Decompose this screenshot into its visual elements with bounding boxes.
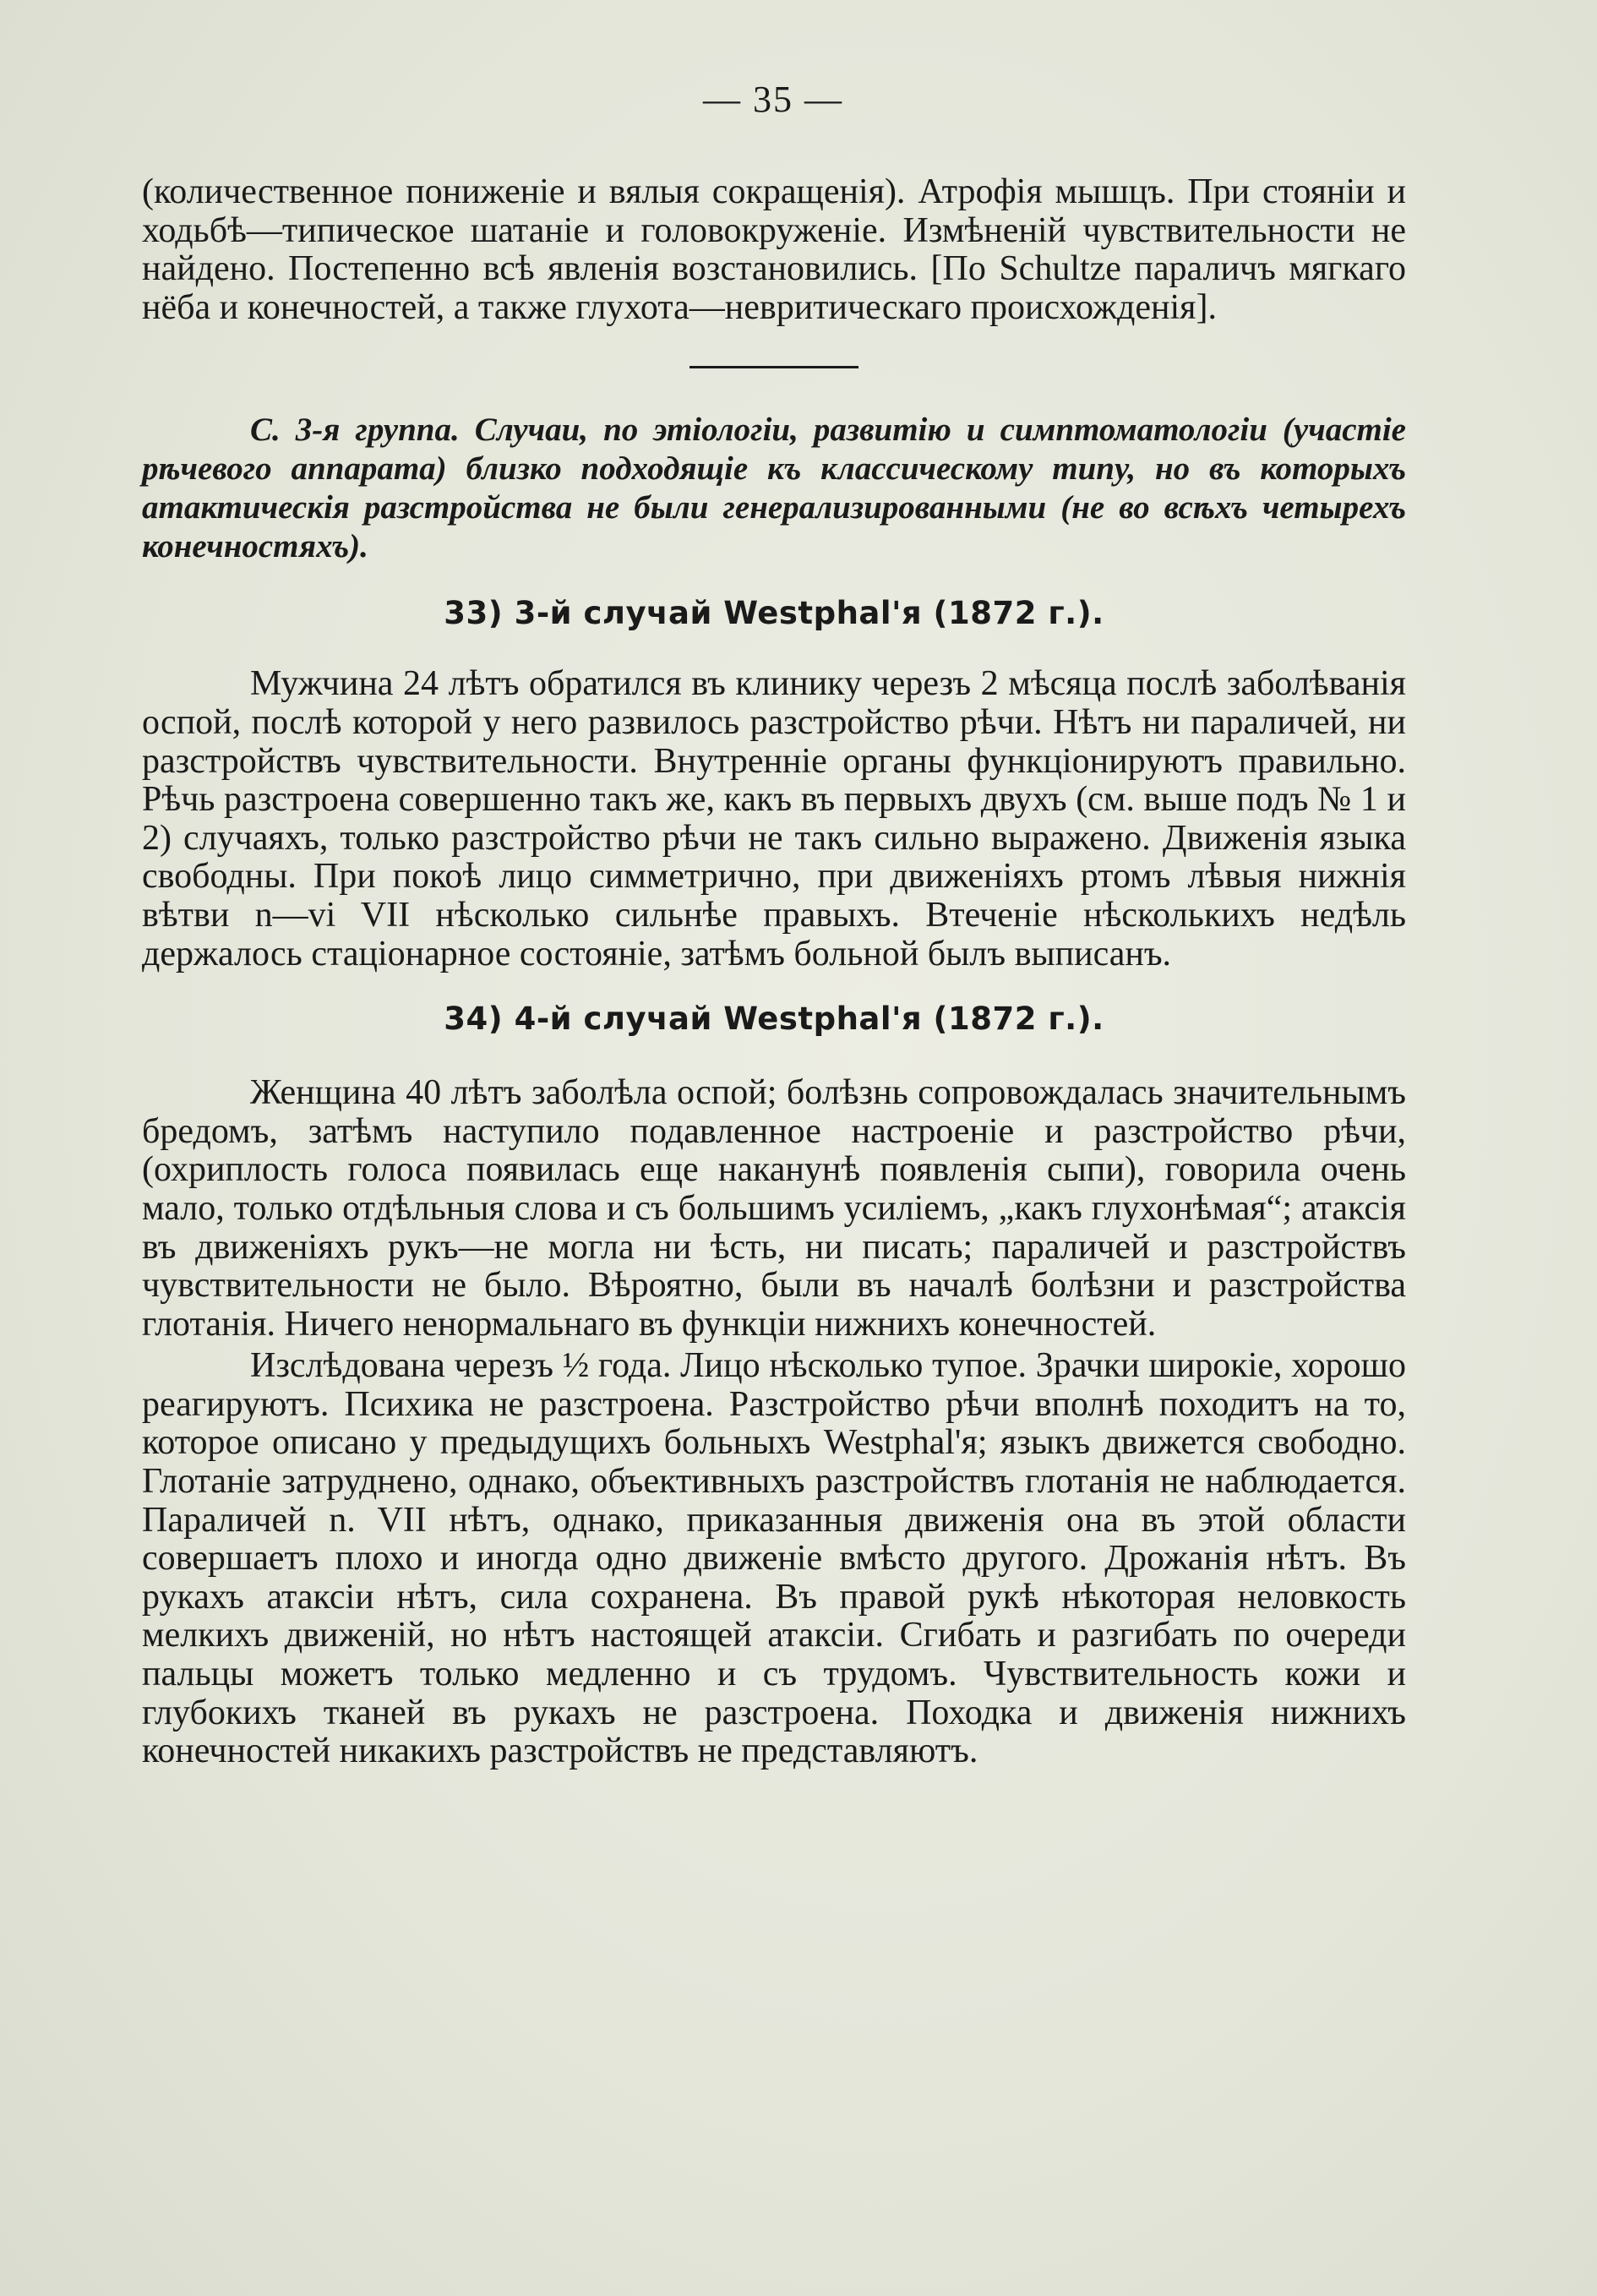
case-33-heading: 33) 3-й случай Westphal'я (1872 г.). [444, 595, 1104, 632]
intro-paragraph: (количественное пониженіе и вялыя сокращенія). Атрофія мышцъ. При стояніи и ходьбѣ—типическое шатаніе и головокруженіе. Измѣненій чувствительности не найдено. Постепенно всѣ явленія возстановились. [По Schultze параличъ мягкаго нёба и конечностей, а также глухота—невритическаго происхожденія]. [142, 172, 1406, 327]
case-34-text-2: Изслѣдована черезъ ½ года. Лицо нѣсколько тупое. Зрачки широкіе, хорошо реагируютъ. Психика не разстроена. Разстройство рѣчи вполнѣ походитъ на то, которое описано у предыдущихъ больныхъ Westphal'я; языкъ движется свободно. Глотаніе затруднено, однако, объективныхъ разстройствъ глотанія не наблюдается. Параличей n. VII нѣтъ, однако, приказанныя движенія она въ этой области совершаетъ плохо и иногда одно движеніе вмѣсто другого. Дрожанія нѣтъ. Въ рукахъ атаксіи нѣтъ, сила сохранена. Въ правой рукѣ нѣкоторая неловкость мелкихъ движеній, но нѣтъ настоящей атаксіи. Сгибать и разгибать по очереди пальцы можетъ только медленно и съ трудомъ. Чувствительность кожи и глубокихъ тканей въ рукахъ не разстроена. Походка и движенія нижнихъ конечностей никакихъ разстройствъ не представляютъ. [142, 1346, 1406, 1771]
section-divider [689, 366, 858, 368]
case-34-heading: 34) 4-й случай Westphal'я (1872 г.). [444, 1001, 1104, 1038]
group-heading: С. 3-я группа. Случаи, по этіологіи, развитію и симптоматологіи (участіе рѣчевого аппарата) близко подходящіе къ классическому типу, но въ которыхъ атактическія разстройства не были генерализированными (не во всѣхъ четырехъ конечностяхъ). [142, 412, 1406, 565]
page-body [142, 173, 1406, 1771]
page-number: — 35 — [703, 79, 843, 120]
case-33-text: Мужчина 24 лѣтъ обратился въ клинику черезъ 2 мѣсяца послѣ заболѣванія оспой, послѣ которой у него развилось разстройство рѣчи. Нѣтъ ни параличей, ни разстройствъ чувствительности. Внутренніе органы функціонируютъ правильно. Рѣчь разстроена совершенно такъ же, какъ въ первыхъ двухъ (см. выше подъ № 1 и 2) случаяхъ, только разстройство рѣчи не такъ сильно выражено. Движенія языка свободны. При покоѣ лицо симметрично, при движеніяхъ ртомъ лѣвыя нижнія вѣтви n—vi VII нѣсколько сильнѣе правыхъ. Втеченіе нѣсколькихъ недѣль держалось стаціонарное состояніе, затѣмъ больной былъ выписанъ. [142, 664, 1406, 973]
case-34-text-1: Женщина 40 лѣтъ заболѣла оспой; болѣзнь сопровождалась значительнымъ бредомъ, затѣмъ наступило подавленное настроеніе и разстройство рѣчи, (охриплость голоса появилась еще наканунѣ появленія сыпи), говорила очень мало, только отдѣльныя слова и съ большимъ усиліемъ, „какъ глухонѣмая“; атаксія въ движеніяхъ рукъ—не могла ни ѣсть, ни писать; параличей и разстройствъ чувствительности не было. Вѣроятно, были въ началѣ болѣзни и разстройства глотанія. Ничего ненормальнаго въ функціи нижнихъ конечностей. [142, 1073, 1406, 1344]
